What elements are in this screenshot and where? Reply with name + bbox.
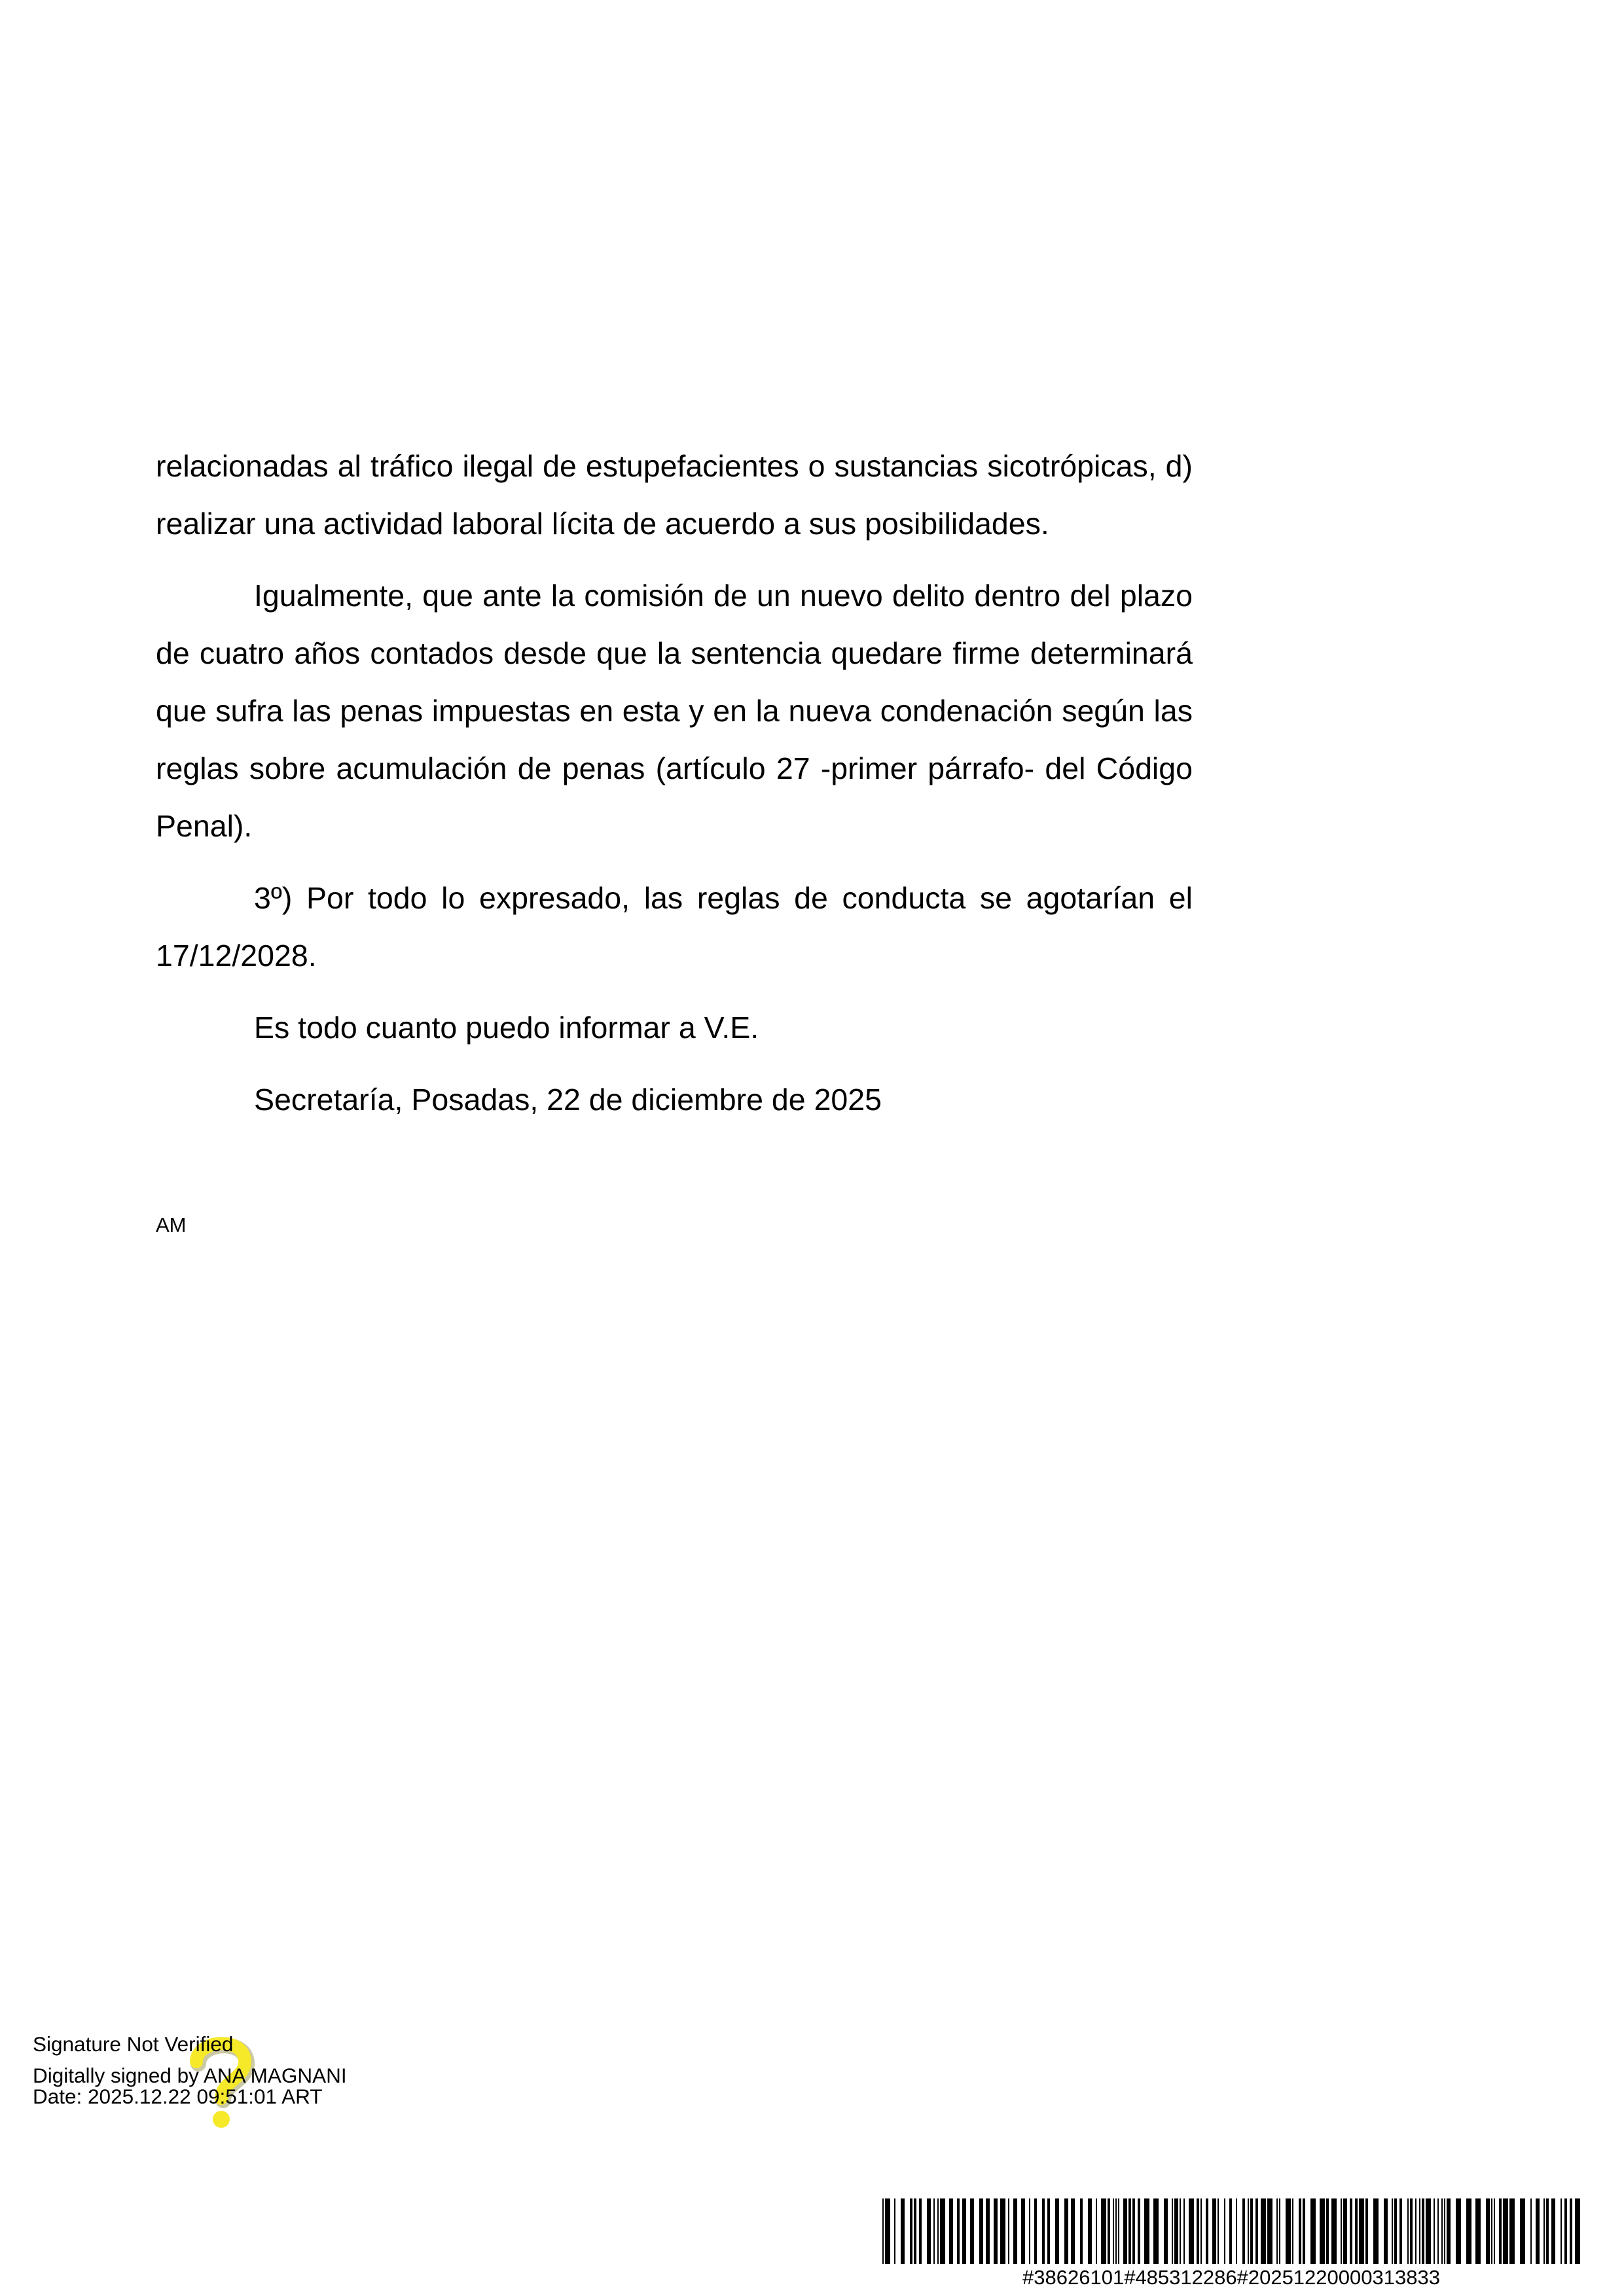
barcode-bar (1101, 2198, 1106, 2264)
barcode-bar (1013, 2198, 1017, 2264)
barcode-bar (914, 2198, 916, 2264)
barcode-bar (1206, 2198, 1208, 2264)
barcode-bar (1115, 2198, 1117, 2264)
barcode-bar (1365, 2198, 1368, 2264)
barcode-bar (1064, 2198, 1068, 2264)
barcode-bar (1509, 2198, 1515, 2264)
barcode-bar (1350, 2198, 1352, 2264)
barcode-bar (933, 2198, 935, 2264)
barcode-bar (1047, 2198, 1050, 2264)
barcode-bar (1197, 2198, 1199, 2264)
barcode-bar (1326, 2198, 1329, 2264)
barcode-bar (937, 2198, 939, 2264)
barcode-bar (1392, 2198, 1393, 2264)
barcode-bar (1071, 2198, 1075, 2264)
paragraph-closing: Es todo cuanto puedo informar a V.E. (254, 1011, 759, 1045)
barcode-bar (1242, 2198, 1245, 2264)
barcode-bar (1407, 2198, 1409, 2264)
barcode-bar (910, 2198, 912, 2264)
barcode-bar (1261, 2198, 1266, 2264)
barcode-bar (1292, 2198, 1293, 2264)
barcode-bar (1456, 2198, 1461, 2264)
barcode-bar (1444, 2198, 1445, 2264)
barcode-bar (1419, 2198, 1420, 2264)
barcode-bar (1021, 2198, 1025, 2264)
barcode-bar (1441, 2198, 1443, 2264)
place-and-date: Secretaría, Posadas, 22 de diciembre de 2025 (254, 1083, 882, 1117)
digital-signature-block (33, 2033, 439, 2138)
barcode-bar (1434, 2198, 1435, 2264)
barcode-bar (1491, 2198, 1492, 2264)
barcode-bar (1218, 2198, 1219, 2264)
barcode-bar (1224, 2198, 1225, 2264)
barcode-bar (1320, 2198, 1325, 2264)
barcode-bar (1000, 2198, 1005, 2264)
barcode-bar (1551, 2198, 1555, 2264)
barcode-bar (1267, 2198, 1272, 2264)
barcode-bar (1310, 2198, 1316, 2264)
barcode-bar (1229, 2198, 1232, 2264)
barcode-bar (1248, 2198, 1249, 2264)
barcode-bar (1415, 2198, 1416, 2264)
paragraph-expiry: 3º) Por todo lo expresado, las reglas de conducta se agotarían el 17/12/2028. (156, 881, 1193, 973)
paragraph-conduct-rules: relacionadas al tráfico ilegal de estupefacientes o sustancias sicotrópicas, d) realizar una actividad laboral lícita de acuerdo a sus posibilidades. (156, 449, 1193, 541)
barcode-bar (986, 2198, 990, 2264)
barcode-bar (1543, 2198, 1545, 2264)
barcode-bar (949, 2198, 953, 2264)
barcode-bar (1279, 2198, 1280, 2264)
barcode-bar (1138, 2198, 1140, 2264)
barcode-bar (919, 2198, 922, 2264)
barcode-bar (1373, 2198, 1379, 2264)
barcode-bar (1123, 2198, 1127, 2264)
barcode-bar (1343, 2198, 1347, 2264)
barcode-bar (1520, 2198, 1525, 2264)
barcode-bar (1212, 2198, 1216, 2264)
barcode-bar (1494, 2198, 1495, 2264)
barcode-bar (1008, 2198, 1009, 2264)
barcode-bar (1255, 2198, 1258, 2264)
barcode-bar (1355, 2198, 1358, 2264)
barcode-bar (1437, 2198, 1439, 2264)
barcode-bar (1410, 2198, 1413, 2264)
barcode-bar (885, 2198, 890, 2264)
barcode-bar (1384, 2198, 1388, 2264)
barcode-bar (1088, 2198, 1092, 2264)
barcode-bar (1359, 2198, 1364, 2264)
barcode-bar (1080, 2198, 1083, 2264)
barcode-bar (894, 2198, 895, 2264)
barcode-bar (1422, 2198, 1424, 2264)
barcode-bar (1570, 2198, 1572, 2264)
barcode-bar (1200, 2198, 1202, 2264)
barcode-bar (1055, 2198, 1059, 2264)
barcode-bar (979, 2198, 983, 2264)
barcode-bar (940, 2198, 945, 2264)
barcode-bar (1189, 2198, 1194, 2264)
barcode-bar (1499, 2198, 1502, 2264)
barcode-bar (1331, 2198, 1337, 2264)
barcode-bar (1034, 2198, 1037, 2264)
barcode-bar (994, 2198, 998, 2264)
barcode-bar (1536, 2198, 1540, 2264)
barcode-bar (1394, 2198, 1397, 2264)
barcode-bar (1042, 2198, 1045, 2264)
barcode-bar (1236, 2198, 1237, 2264)
barcode-bar (962, 2198, 966, 2264)
barcode-bar (1303, 2198, 1305, 2264)
barcode-bar (1475, 2198, 1481, 2264)
barcode-bar (1503, 2198, 1508, 2264)
barcode-bar (1299, 2198, 1301, 2264)
barcode-text: #38626101#485312286#20251220000313833 (1022, 2266, 1440, 2289)
barcode-bar (1144, 2198, 1149, 2264)
barcode-bar (1546, 2198, 1549, 2264)
barcode-bar (927, 2198, 931, 2264)
document-body (156, 437, 1193, 1128)
barcode-bar (1029, 2198, 1030, 2264)
barcode-bar (1564, 2198, 1567, 2264)
barcode-bar (1118, 2198, 1119, 2264)
barcode-bar (1128, 2198, 1131, 2264)
barcode-bar (901, 2198, 905, 2264)
barcode-bar (1426, 2198, 1431, 2264)
barcode-bar (1172, 2198, 1173, 2264)
barcode-bar (1561, 2198, 1562, 2264)
signature-status: Signature Not Verified (33, 2032, 234, 2056)
barcode-bar (1183, 2198, 1185, 2264)
document-barcode (882, 2198, 1580, 2264)
barcode-bar (1180, 2198, 1181, 2264)
paragraph-new-offense: Igualmente, que ante la comisión de un nuevo delito dentro del plazo de cuatro años contados desde que la sentencia quedare firme determinará que sufra las penas impuestas en esta y en la nueva condenación según las reglas sobre acumulación de penas (artículo 27 -primer párrafo- del Código Penal). (156, 579, 1193, 843)
barcode-bar (1153, 2198, 1159, 2264)
barcode-bar (1096, 2198, 1097, 2264)
barcode-bar (1575, 2198, 1580, 2264)
barcode-bar (1341, 2198, 1342, 2264)
barcode-bar (1174, 2198, 1178, 2264)
barcode-bar (1466, 2198, 1471, 2264)
barcode-bar (1399, 2198, 1402, 2264)
barcode-bar (1164, 2198, 1168, 2264)
barcode-bar (1108, 2198, 1110, 2264)
signature-date: Date: 2025.12.22 09:51:01 ART (33, 2085, 323, 2108)
barcode-bar (1113, 2198, 1114, 2264)
barcode-bar (1530, 2198, 1532, 2264)
signature-signer: Digitally signed by ANA MAGNANI (33, 2064, 347, 2087)
barcode-bar (882, 2198, 884, 2264)
barcode-bar (1276, 2198, 1278, 2264)
barcode-bar (1132, 2198, 1135, 2264)
barcode-bar (1486, 2198, 1490, 2264)
barcode-bar (1250, 2198, 1253, 2264)
barcode-bar (1447, 2198, 1451, 2264)
barcode-bar (1286, 2198, 1291, 2264)
barcode-bar (970, 2198, 974, 2264)
author-initials: AM (156, 1213, 187, 1236)
barcode-bar (957, 2198, 960, 2264)
